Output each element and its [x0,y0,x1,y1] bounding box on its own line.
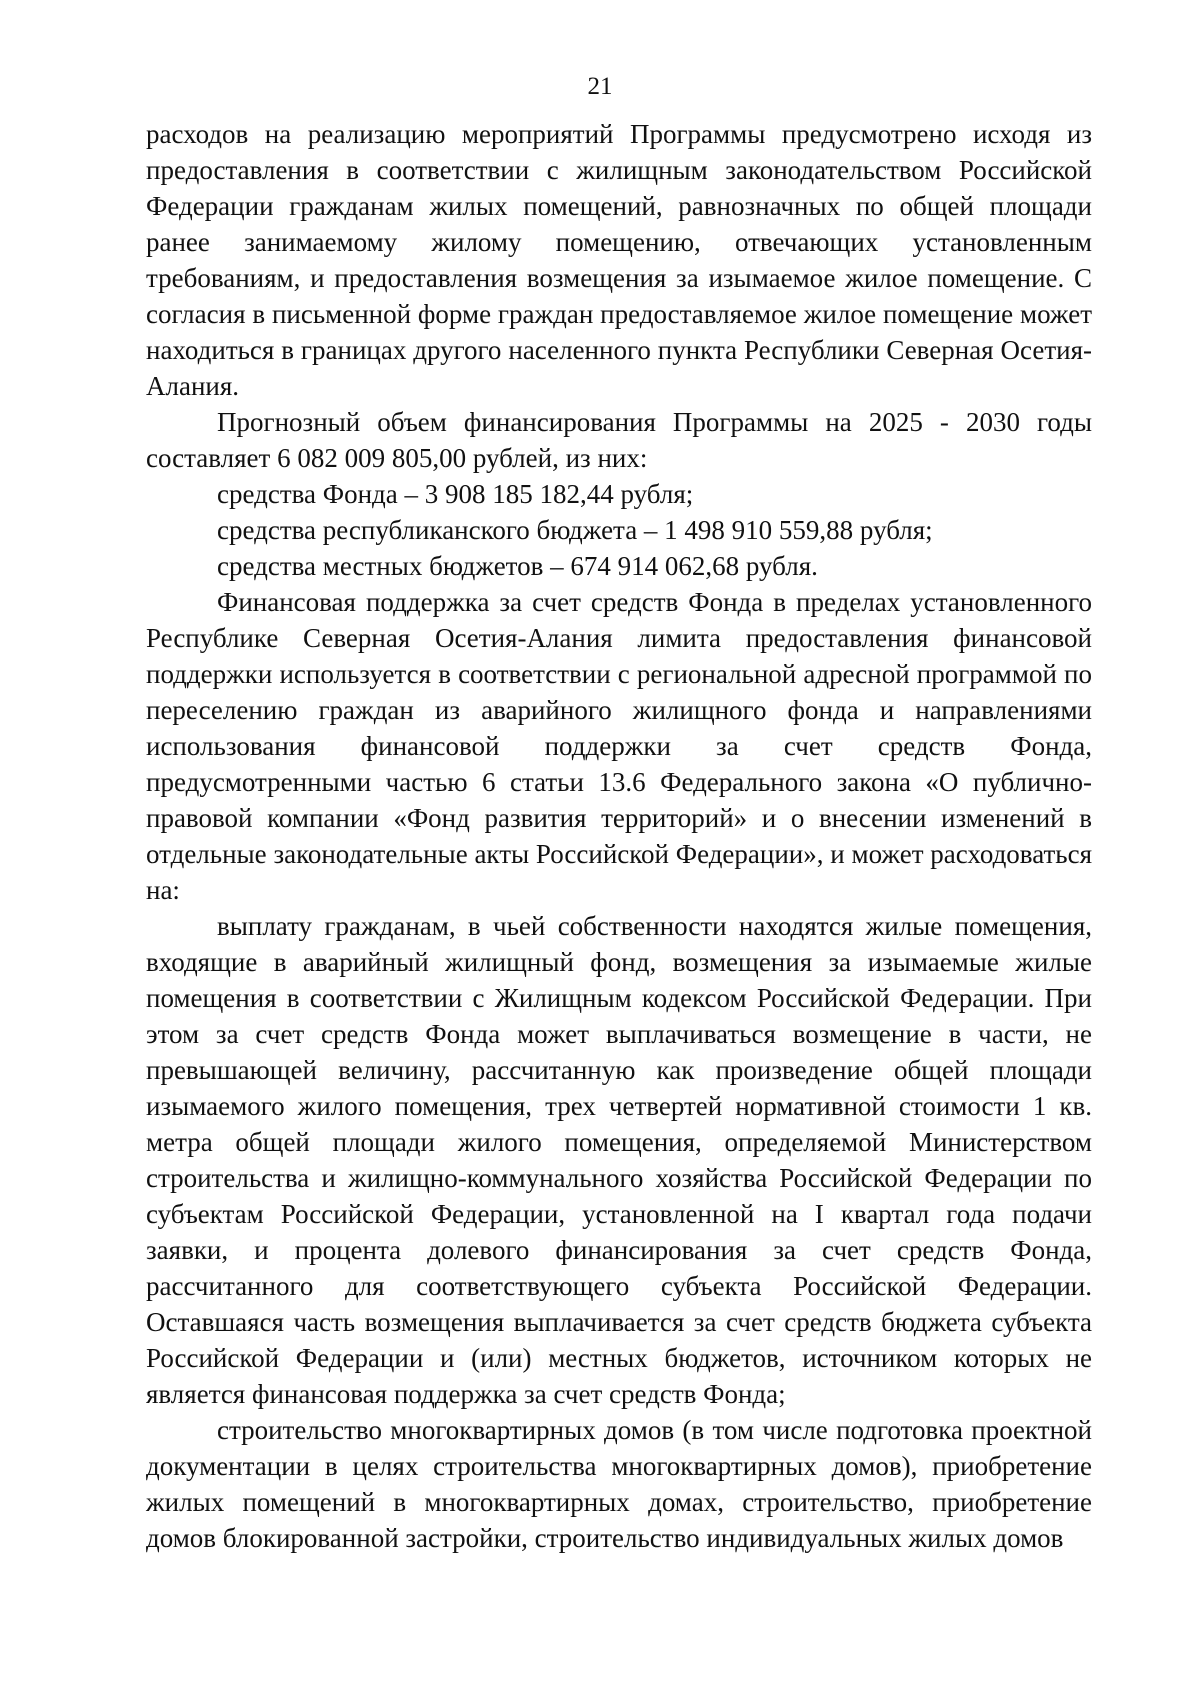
paragraph-continuation: расходов на реализацию мероприятий Программы предусмотрено исходя из предоставления в соответствии с жилищным законодательством Российской Федерации гражданам жилых помещений, равнозначных по общей площади ранее занимаемому жилому помещению, отвечающих установленным требованиям, и предоставления возмещения за изымаемое жилое помещение. С согласия в письменной форме граждан предоставляемое жилое помещение может находиться в границах другого населенного пункта Республики Северная Осетия-Алания. [146,119,1092,401]
list-item-fund: средства Фонда – 3 908 185 182,44 рубля; [217,479,694,509]
paragraph-financing-volume: Прогнозный объем финансирования Программы на 2025 - 2030 годы составляет 6 082 009 805,00 рублей, из них: [146,407,1092,473]
body-text [146,116,1092,1556]
list-item-republic-budget: средства республиканского бюджета – 1 498 910 559,88 рубля; [217,515,933,545]
paragraph-construction: строительство многоквартирных домов (в том числе подготовка проектной документации в целях строительства многоквартирных домов), приобретение жилых помещений в многоквартирных домах, строительство, приобретение домов блокированной застройки, строительство индивидуальных жилых домов [146,1415,1092,1553]
paragraph-financial-support: Финансовая поддержка за счет средств Фонда в пределах установленного Республике Северная Осетия-Алания лимита предоставления финансовой поддержки используется в соответствии с региональной адресной программой по переселению граждан из аварийного жилищного фонда и направлениями использования финансовой поддержки за счет средств Фонда, предусмотренными частью 6 статьи 13.6 Федерального закона «О публично-правовой компании «Фонд развития территорий» и о внесении изменений в отдельные законодательные акты Российской Федерации», и может расходоваться на: [146,587,1092,905]
paragraph-payment-to-citizens: выплату гражданам, в чьей собственности находятся жилые помещения, входящие в аварийный жилищный фонд, возмещения за изымаемые жилые помещения в соответствии с Жилищным кодексом Российской Федерации. При этом за счет средств Фонда может выплачиваться возмещение в части, не превышающей величину, рассчитанную как произведение общей площади изымаемого жилого помещения, трех четвертей нормативной стоимости 1 кв. метра общей площади жилого помещения, определяемой Министерством строительства и жилищно-коммунального хозяйства Российской Федерации по субъектам Российской Федерации, установленной на I квартал года подачи заявки, и процента долевого финансирования за счет средств Фонда, рассчитанного для соответствующего субъекта Российской Федерации. Оставшаяся часть возмещения выплачивается за счет средств бюджета субъекта Российской Федерации и (или) местных бюджетов, источником которых не является финансовая поддержка за счет средств Фонда; [146,911,1092,1409]
list-item-local-budgets: средства местных бюджетов – 674 914 062,68 рубля. [217,551,818,581]
page-number: 21 [587,73,613,100]
